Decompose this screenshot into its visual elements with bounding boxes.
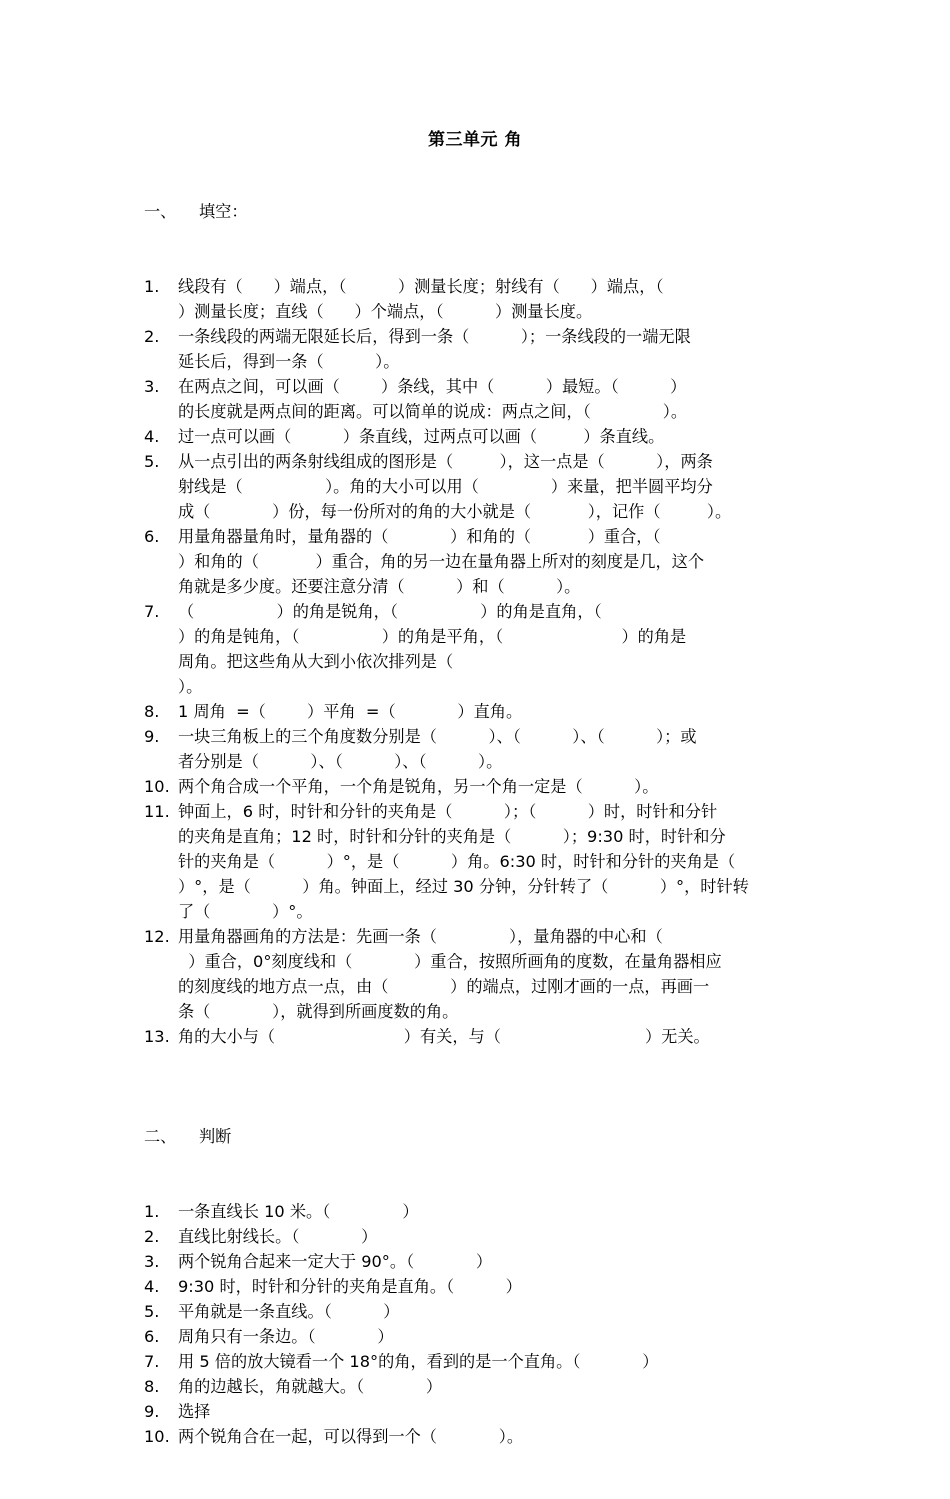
question-line: 角的大小与（ ）有关，与（ ）无关。 bbox=[178, 1027, 710, 1046]
question-item bbox=[144, 599, 824, 699]
question-item bbox=[144, 1274, 824, 1299]
question-line: 延长后，得到一条（ ）。 bbox=[178, 352, 400, 371]
question-text bbox=[178, 274, 824, 324]
question-number: 2. bbox=[144, 327, 160, 346]
question-line: ）的角是钝角，（ ）的角是平角，（ ）的角是 bbox=[178, 627, 687, 646]
question-line: 线段有（ ）端点，（ ）测量长度；射线有（ ）端点，（ bbox=[178, 277, 664, 296]
question-line: 两个角合成一个平角，一个角是锐角，另一个角一定是（ ）。 bbox=[178, 777, 659, 796]
question-item bbox=[144, 1224, 824, 1249]
question-line: 的刻度线的地方点一点，由（ ）的端点，过刚才画的一点，再画一 bbox=[178, 977, 710, 996]
question-text bbox=[178, 599, 824, 699]
question-line: 角的边越长，角就越大。（ ） bbox=[178, 1377, 443, 1396]
question-text bbox=[178, 424, 824, 449]
question-number: 3. bbox=[144, 1252, 160, 1271]
question-text bbox=[178, 724, 824, 774]
question-item bbox=[144, 274, 824, 324]
question-line: 用 5 倍的放大镜看一个 18°的角，看到的是一个直角。（ ） bbox=[178, 1352, 659, 1371]
question-line: 条（ ），就得到所画度数的角。 bbox=[178, 1002, 459, 1021]
question-item bbox=[144, 1299, 824, 1324]
page-title: 第三单元 角 bbox=[428, 130, 522, 150]
question-item bbox=[144, 524, 824, 599]
question-item bbox=[144, 1324, 824, 1349]
question-line: ）和角的（ ）重合，角的另一边在量角器上所对的刻度是几，这个 bbox=[178, 552, 705, 571]
question-line: 周角只有一条边。（ ） bbox=[178, 1327, 394, 1346]
question-text bbox=[178, 1374, 824, 1399]
question-number: 13. bbox=[144, 1027, 170, 1046]
question-line: 针的夹角是（ ）°，是（ ）角。6:30 时，时针和分针的夹角是（ bbox=[178, 852, 736, 871]
section-label: 判断 bbox=[199, 1127, 232, 1146]
question-number: 9. bbox=[144, 1402, 160, 1421]
question-line: 从一点引出的两条射线组成的图形是（ ），这一点是（ ），两条 bbox=[178, 452, 713, 471]
question-line: （ ）的角是锐角，（ ）的角是直角，（ bbox=[178, 602, 602, 621]
question-line: 一条直线长 10 米。（ ） bbox=[178, 1202, 419, 1221]
question-number: 11. bbox=[144, 802, 170, 821]
question-text bbox=[178, 1324, 824, 1349]
question-line: ）°，是（ ）角。钟面上，经过 30 分钟，分针转了（ ）°，时针转 bbox=[178, 877, 749, 896]
question-number: 10. bbox=[144, 777, 170, 796]
section-label: 填空： bbox=[199, 202, 248, 221]
question-line: ）重合，0°刻度线和（ ）重合，按照所画角的度数，在量角器相应 bbox=[178, 952, 722, 971]
question-number: 5. bbox=[144, 1302, 160, 1321]
question-number: 5. bbox=[144, 452, 160, 471]
question-number: 7. bbox=[144, 602, 160, 621]
question-text bbox=[178, 449, 824, 524]
question-line: 角就是多少度。还要注意分清（ ）和（ ）。 bbox=[178, 577, 581, 596]
question-number: 1. bbox=[144, 277, 160, 296]
question-number: 9. bbox=[144, 727, 160, 746]
question-text bbox=[178, 1299, 824, 1324]
question-line: 过一点可以画（ ）条直线，过两点可以画（ ）条直线。 bbox=[178, 427, 665, 446]
question-item bbox=[144, 374, 824, 424]
question-text bbox=[178, 1274, 824, 1299]
question-item bbox=[144, 424, 824, 449]
question-item bbox=[144, 1199, 824, 1224]
question-item bbox=[144, 1349, 824, 1374]
judgement-question-list bbox=[144, 1199, 824, 1449]
question-line: 用量角器画角的方法是：先画一条（ ），量角器的中心和（ bbox=[178, 927, 663, 946]
question-line: 成（ ）份，每一份所对的角的大小就是（ ），记作（ ）。 bbox=[178, 502, 732, 521]
question-item bbox=[144, 324, 824, 374]
question-line: 选择 bbox=[178, 1402, 211, 1421]
question-text bbox=[178, 799, 824, 924]
question-number: 12. bbox=[144, 927, 170, 946]
question-text bbox=[178, 324, 824, 374]
question-item bbox=[144, 449, 824, 524]
question-number: 4. bbox=[144, 427, 160, 446]
question-text bbox=[178, 1399, 824, 1424]
question-text bbox=[178, 1199, 824, 1224]
question-line: 直线比射线长。（ ） bbox=[178, 1227, 378, 1246]
worksheet-content bbox=[144, 149, 824, 1499]
section-heading-fill-in bbox=[144, 199, 824, 224]
question-line: 一条线段的两端无限延长后，得到一条（ ）；一条线段的一端无限 bbox=[178, 327, 691, 346]
question-line: 的长度就是两点间的距离。可以简单的说成：两点之间，（ ）。 bbox=[178, 402, 688, 421]
question-line: 两个锐角合起来一定大于 90°。（ ） bbox=[178, 1252, 493, 1271]
question-line: 者分别是（ ）、（ ）、（ ）。 bbox=[178, 752, 503, 771]
question-line: 的夹角是直角；12 时，时针和分针的夹角是（ ）；9:30 时，时针和分 bbox=[178, 827, 726, 846]
question-item bbox=[144, 924, 824, 1024]
question-item bbox=[144, 1374, 824, 1399]
question-line: 1 周角 =（ ）平角 =（ ）直角。 bbox=[178, 702, 523, 721]
question-text bbox=[178, 699, 824, 724]
question-number: 6. bbox=[144, 527, 160, 546]
question-text bbox=[178, 524, 824, 599]
question-text bbox=[178, 1349, 824, 1374]
question-text bbox=[178, 1249, 824, 1274]
question-item bbox=[144, 1024, 824, 1049]
question-line: 两个锐角合在一起，可以得到一个（ ）。 bbox=[178, 1427, 524, 1446]
question-text bbox=[178, 1224, 824, 1249]
question-item bbox=[144, 774, 824, 799]
question-number: 8. bbox=[144, 1377, 160, 1396]
question-item bbox=[144, 1399, 824, 1424]
question-item bbox=[144, 724, 824, 774]
section-heading-judgement bbox=[144, 1124, 824, 1149]
question-text bbox=[178, 924, 824, 1024]
question-line: 用量角器量角时，量角器的（ ）和角的（ ）重合，（ bbox=[178, 527, 661, 546]
question-line: 周角。把这些角从大到小依次排列是（ bbox=[178, 652, 454, 671]
question-number: 6. bbox=[144, 1327, 160, 1346]
question-item bbox=[144, 799, 824, 924]
question-number: 10. bbox=[144, 1427, 170, 1446]
question-line: 了（ ）°。 bbox=[178, 902, 313, 921]
question-item bbox=[144, 1424, 824, 1449]
question-item bbox=[144, 699, 824, 724]
fill-in-question-list bbox=[144, 274, 824, 1049]
question-text bbox=[178, 1024, 824, 1049]
question-line: 在两点之间，可以画（ ）条线，其中（ ）最短。（ ） bbox=[178, 377, 687, 396]
question-line: 9:30 时，时针和分针的夹角是直角。（ ） bbox=[178, 1277, 522, 1296]
section-number: 二、 bbox=[144, 1127, 177, 1146]
question-line: 一块三角板上的三个角度数分别是（ ）、（ ）、（ ）；或 bbox=[178, 727, 697, 746]
question-line: ）。 bbox=[178, 677, 203, 696]
question-line: 平角就是一条直线。（ ） bbox=[178, 1302, 400, 1321]
question-number: 7. bbox=[144, 1352, 160, 1371]
question-text bbox=[178, 1424, 824, 1449]
question-item bbox=[144, 1249, 824, 1274]
question-line: ）测量长度；直线（ ）个端点，（ ）测量长度。 bbox=[178, 302, 593, 321]
question-text bbox=[178, 774, 824, 799]
question-number: 1. bbox=[144, 1202, 160, 1221]
question-line: 钟面上，6 时，时针和分针的夹角是（ ）；（ ）时，时针和分针 bbox=[178, 802, 718, 821]
question-number: 3. bbox=[144, 377, 160, 396]
question-number: 2. bbox=[144, 1227, 160, 1246]
question-text bbox=[178, 374, 824, 424]
question-number: 8. bbox=[144, 702, 160, 721]
question-line: 射线是（ ）。角的大小可以用（ ）来量，把半圆平均分 bbox=[178, 477, 713, 496]
question-number: 4. bbox=[144, 1277, 160, 1296]
section-number: 一、 bbox=[144, 202, 177, 221]
